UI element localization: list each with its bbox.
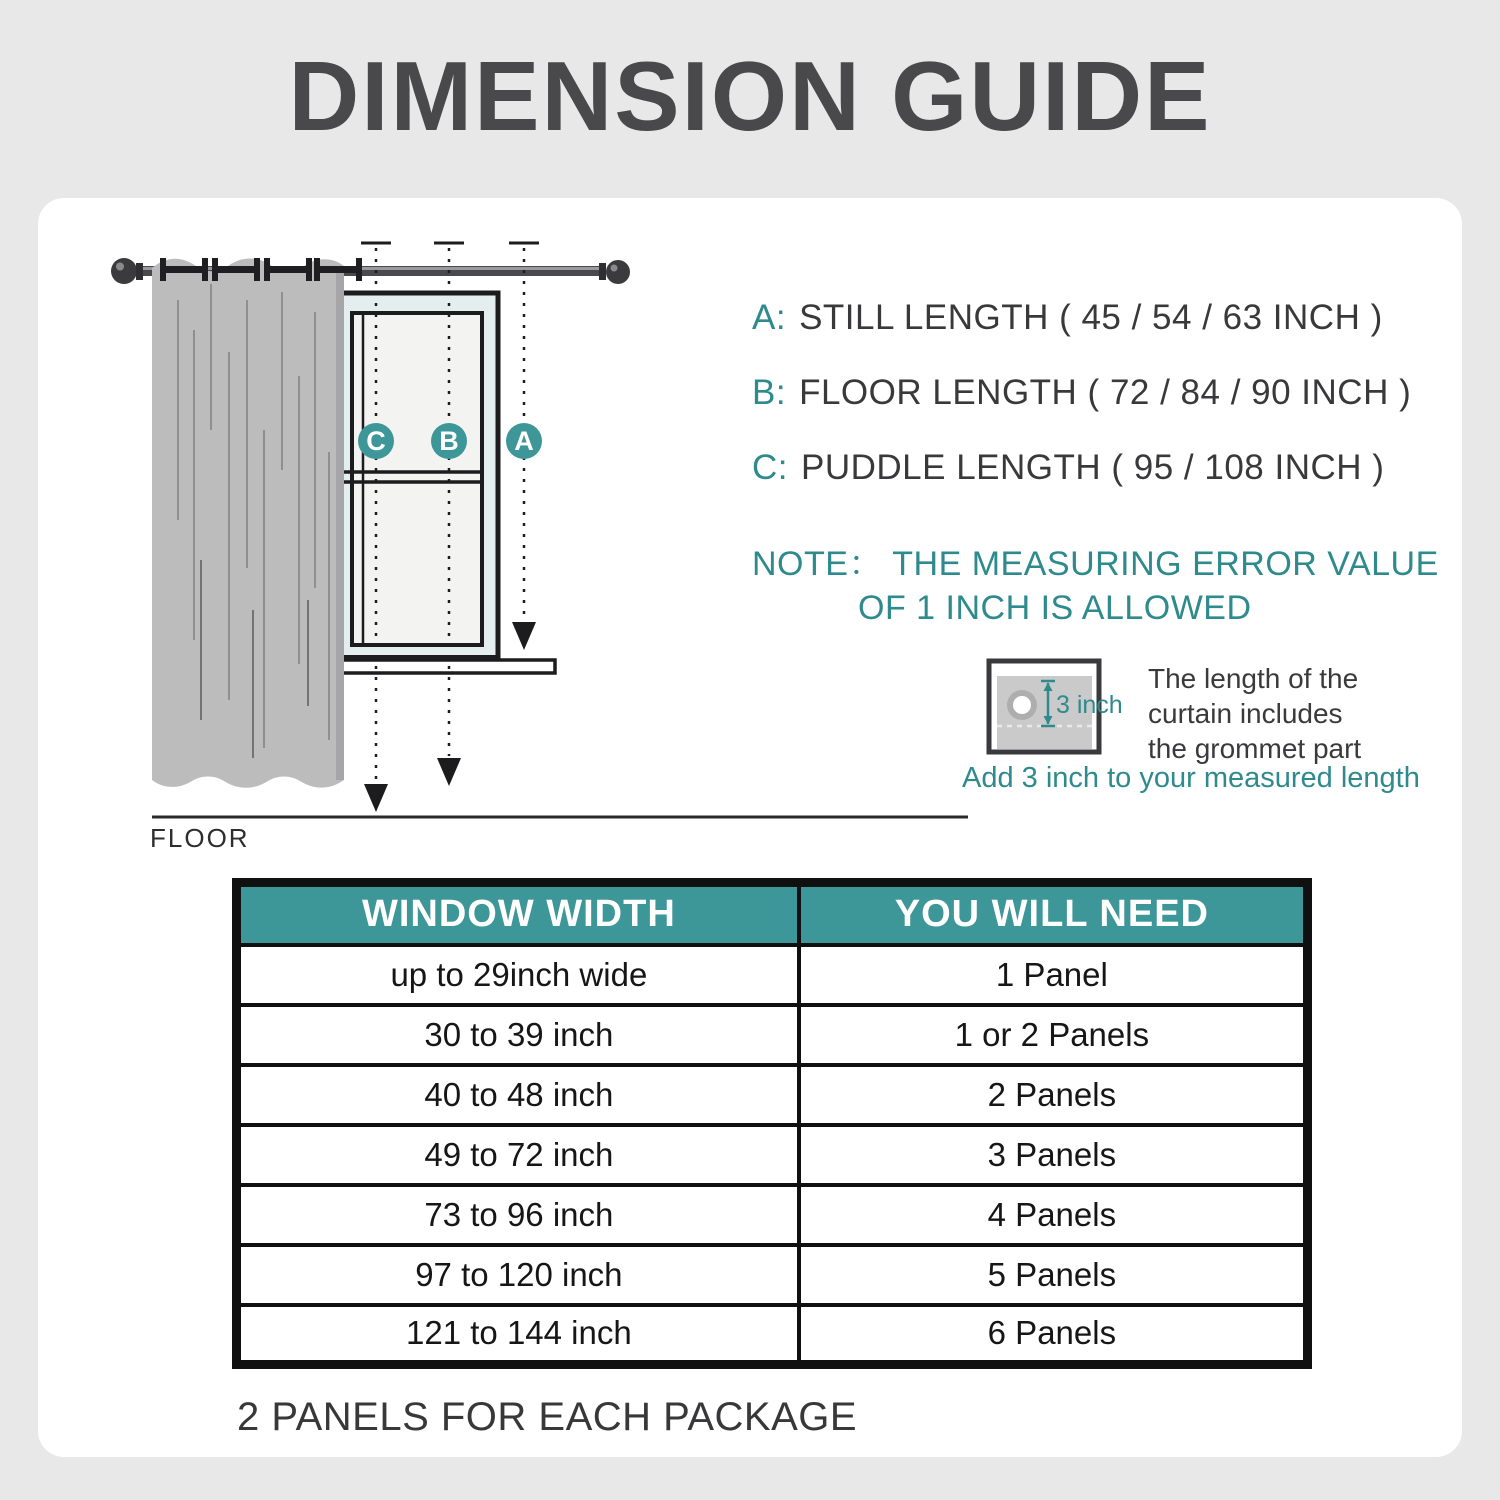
floor-label: FLOOR (150, 823, 250, 853)
marker-b (431, 423, 467, 459)
arrow-down-icon (364, 784, 388, 812)
window-width-cell: 97 to 120 inch (237, 1245, 799, 1305)
table-row (237, 1185, 1308, 1245)
table-row (237, 1065, 1308, 1125)
table-header-row (237, 883, 1308, 945)
legend-key-c: C: (752, 448, 788, 487)
table-row (237, 1005, 1308, 1065)
legend-line-a (752, 298, 1383, 338)
legend-line-b (752, 373, 1411, 413)
table-row (237, 1125, 1308, 1185)
panel-size-table (232, 878, 1312, 1369)
grommet-detail-diagram (975, 650, 1170, 765)
legend-text-c: PUDDLE LENGTH ( 95 / 108 INCH ) (801, 448, 1385, 487)
window-width-cell: 30 to 39 inch (237, 1005, 799, 1065)
legend-line-c (752, 448, 1384, 488)
header-you-will-need: YOU WILL NEED (799, 883, 1308, 945)
window (332, 293, 555, 673)
window-width-cell: 40 to 48 inch (237, 1065, 799, 1125)
legend-text-a: STILL LENGTH ( 45 / 54 / 63 INCH ) (799, 298, 1383, 337)
marker-c (358, 423, 394, 459)
window-width-cell: 73 to 96 inch (237, 1185, 799, 1245)
marker-b-label: B (439, 426, 459, 456)
marker-a-label: A (514, 426, 534, 456)
note-line-2: OF 1 INCH IS ALLOWED (858, 589, 1252, 627)
panels-needed-cell: 6 Panels (799, 1305, 1308, 1365)
grommet-tip: Add 3 inch to your measured length (962, 762, 1420, 794)
window-width-cell: 49 to 72 inch (237, 1125, 799, 1185)
page-title: DIMENSION GUIDE (288, 41, 1212, 151)
window-width-cell: up to 29inch wide (237, 945, 799, 1005)
legend-key-b: B: (752, 373, 787, 412)
window-sill (336, 660, 555, 673)
curtain-panel (152, 259, 344, 788)
package-note: 2 PANELS FOR EACH PACKAGE (237, 1395, 858, 1439)
legend-text-b: FLOOR LENGTH ( 72 / 84 / 90 INCH ) (799, 373, 1412, 412)
table-row (237, 945, 1308, 1005)
table-row (237, 1305, 1308, 1365)
header-window-width: WINDOW WIDTH (237, 883, 799, 945)
table-row (237, 1245, 1308, 1305)
marker-a (506, 423, 542, 459)
arrow-down-icon (437, 758, 461, 786)
panels-needed-cell: 5 Panels (799, 1245, 1308, 1305)
panels-needed-cell: 2 Panels (799, 1065, 1308, 1125)
grommet-description: The length of the curtain includes the grommet part (1148, 663, 1362, 764)
panels-needed-cell: 4 Panels (799, 1185, 1308, 1245)
arrow-down-icon (512, 622, 536, 650)
note-line-1: NOTE： THE MEASURING ERROR VALUE (752, 545, 1439, 583)
panels-needed-cell: 3 Panels (799, 1125, 1308, 1185)
panels-needed-cell: 1 Panel (799, 945, 1308, 1005)
panels-needed-cell: 1 or 2 Panels (799, 1005, 1308, 1065)
legend-key-a: A: (752, 298, 787, 337)
marker-c-label: C (366, 426, 386, 456)
grommet-size-label: 3 inch (1056, 691, 1123, 719)
window-width-cell: 121 to 144 inch (237, 1305, 799, 1365)
